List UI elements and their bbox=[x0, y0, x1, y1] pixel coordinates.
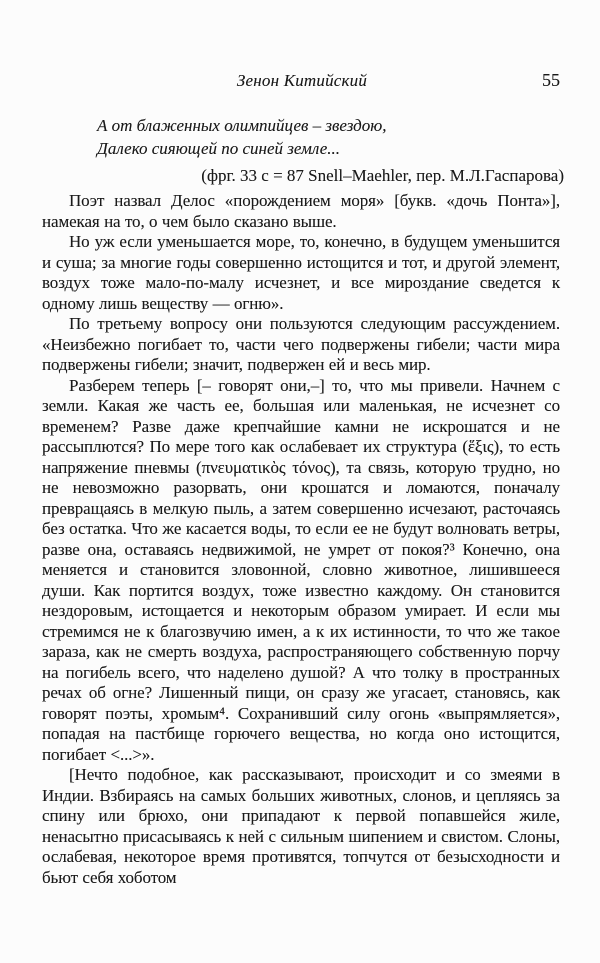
paragraph-2: Но уж если уменьшается море, то, конечно, в будущем уменьшится и суша; за многие годы совершенно истощится и тот, и другой элемент, воздух тоже мало-по-малу исчезнет, и все мироздание сведется к одному лишь веществу — огню». bbox=[42, 232, 560, 313]
body-text bbox=[42, 191, 560, 888]
epigraph-line-2: Далеко сияющей по синей земле... bbox=[97, 139, 340, 158]
epigraph-verse bbox=[97, 114, 386, 160]
paragraph-3: По третьему вопросу они пользуются следующим рассуждением. «Неизбежно погибает то, части чего подвержены гибели; части мира подвержены гибели; значит, подвержен ей и весь мир. bbox=[42, 314, 560, 374]
paragraph-1: Поэт назвал Делос «порождением моря» [букв. «дочь Понта»], намекая на то, о чем было сказано выше. bbox=[42, 191, 560, 231]
epigraph-line-1: А от блаженных олимпийцев – звездою, bbox=[97, 116, 387, 135]
paragraph-5: [Нечто подобное, как рассказывают, происходит и со змеями в Индии. Взбираясь на самых больших животных, слонов, и цепляясь за спину или брюхо, они припадают к первой попавшейся жиле, ненасытно присасываясь к ней с сильным шипением и свистом. Слоны, ослабевая, некоторое время противятся, топчутся от безысходности и бьют себя хоботом bbox=[42, 765, 560, 887]
page-number: 55 bbox=[542, 70, 560, 90]
running-title: Зенон Китийский bbox=[236, 71, 368, 90]
running-header bbox=[42, 71, 562, 93]
epigraph-attribution: (фрг. 33 с = 87 Snell–Maehler, пер. М.Л.Гаспарова) bbox=[201, 166, 564, 185]
paragraph-4: Разберем теперь [– говорят они,–] то, что мы привели. Начнем с земли. Какая же часть ее, большая или маленькая, не исчезнет со временем? Разве даже крепчайшие камни не искрошатся и не рассыплются? По мере того как ослабевает их структура (ἕξις), то есть напряжение пневмы (πνευματικὸς τόνος), та связь, которую трудно, но не невозможно разорвать, они крошатся и ломаются, поначалу превращаясь в мелкую пыль, а затем совершенно исчезают, расточаясь без остатка. Что же касается воды, то если ее не будут волновать ветры, разве она, оставаясь недвижимой, не умрет от покоя?³ Конечно, она меняется и становится зловонной, словно животное, лишившееся души. Как портится воздух, тоже известно каждому. Он становится нездоровым, истощается и некоторым образом умирает. И если мы стремимся не к благозвучию имен, а к их истинности, то что же такое зараза, как не смерть воздуха, распространяющего собственную порчу на погибель всего, что наделено душой? А что толку в пространных речах об огне? Лишенный пищи, он сразу же угасает, становясь, как говорят поэты, хромым⁴. Сохранивший силу огонь «выпрямляется», попадая на пастбище горючего вещества, но когда оно истощится, погибает <...>». bbox=[42, 375, 560, 764]
